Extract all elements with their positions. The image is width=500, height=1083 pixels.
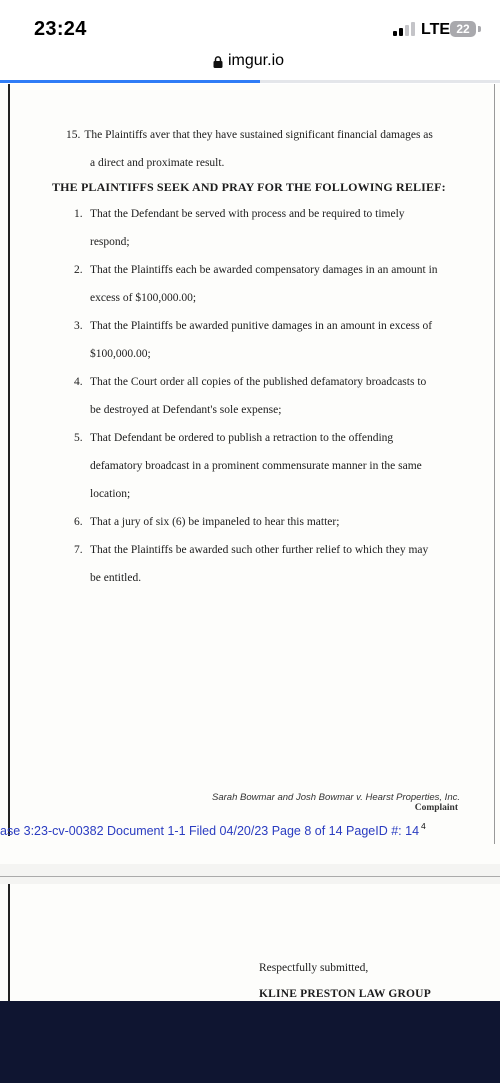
relief-text: That the Court order all copies of the published defamatory broadcasts to <box>90 376 427 388</box>
relief-number: 3. <box>74 320 83 332</box>
relief-text-cont: excess of $100,000.00; <box>90 292 197 304</box>
relief-heading: THE PLAINTIFFS SEEK AND PRAY FOR THE FOLLOWING RELIEF: <box>52 180 446 194</box>
law-firm-name: KLINE PRESTON LAW GROUP <box>259 988 431 1000</box>
case-header-text: ase 3:23-cv-00382 Document 1-1 Filed 04/20/23 Page 8 of 14 PageID #: 14 <box>0 824 420 838</box>
page-edge <box>494 84 495 844</box>
signal-bar <box>393 31 397 36</box>
battery-icon <box>450 21 476 37</box>
page-margin-rule <box>8 884 10 1001</box>
page-load-progress <box>0 80 500 83</box>
relief-number: 4. <box>74 376 83 388</box>
relief-text: That a jury of six (6) be impaneled to hear this matter; <box>90 516 340 528</box>
signal-bar <box>399 28 403 36</box>
document-viewer[interactable] <box>0 84 500 1001</box>
page-load-progress-fill <box>0 80 260 83</box>
relief-text-cont: be entitled. <box>90 572 142 584</box>
relief-number: 7. <box>74 544 83 556</box>
url-domain[interactable]: imgur.io <box>228 52 285 69</box>
network-type: LTE <box>421 21 451 38</box>
relief-text-cont: respond; <box>90 236 130 248</box>
relief-text-cont: be destroyed at Defendant's sole expense; <box>90 404 282 416</box>
relief-number: 1. <box>74 208 83 220</box>
page-divider <box>0 876 500 877</box>
status-bar <box>0 0 500 48</box>
case-caption: Sarah Bowmar and Josh Bowmar v. Hearst Properties, Inc. <box>212 792 460 803</box>
page-number: 4 <box>421 821 426 831</box>
relief-text: That the Plaintiffs be awarded such other further relief to which they may <box>90 544 429 556</box>
paragraph-line: a direct and proximate result. <box>90 157 225 169</box>
signoff-text: Respectfully submitted, <box>259 962 369 974</box>
paragraph-line: The Plaintiffs aver that they have sustained significant financial damages as <box>84 129 433 141</box>
document-page <box>0 84 500 864</box>
relief-text: That the Plaintiffs each be awarded compensatory damages in an amount in <box>90 264 438 276</box>
bottom-toolbar <box>0 1001 500 1083</box>
relief-text-cont: location; <box>90 488 131 500</box>
paragraph-15 <box>66 121 466 169</box>
relief-number: 2. <box>74 264 83 276</box>
lock-icon <box>213 56 223 68</box>
signal-bar <box>405 25 409 36</box>
document-label: Complaint <box>414 803 458 813</box>
relief-text-cont: $100,000.00; <box>90 348 151 360</box>
signal-bar <box>411 22 415 36</box>
paragraph-number: 15. <box>66 129 81 141</box>
relief-text: That the Defendant be served with process and be required to timely <box>90 208 405 220</box>
relief-number: 6. <box>74 516 83 528</box>
court-filing-header <box>0 821 426 838</box>
battery-tip <box>478 26 481 32</box>
relief-text: That the Plaintiffs be awarded punitive damages in an amount in excess of <box>90 320 433 332</box>
document-page-next <box>0 884 500 1001</box>
relief-number: 5. <box>74 432 83 444</box>
relief-text-cont: defamatory broadcast in a prominent commensurate manner in the same <box>90 460 422 472</box>
battery-level: 22 <box>456 22 470 36</box>
clock: 23:24 <box>34 18 87 40</box>
relief-text: That Defendant be ordered to publish a retraction to the offending <box>90 432 394 444</box>
cellular-signal-icon <box>393 22 415 36</box>
page-margin-rule <box>8 84 10 836</box>
